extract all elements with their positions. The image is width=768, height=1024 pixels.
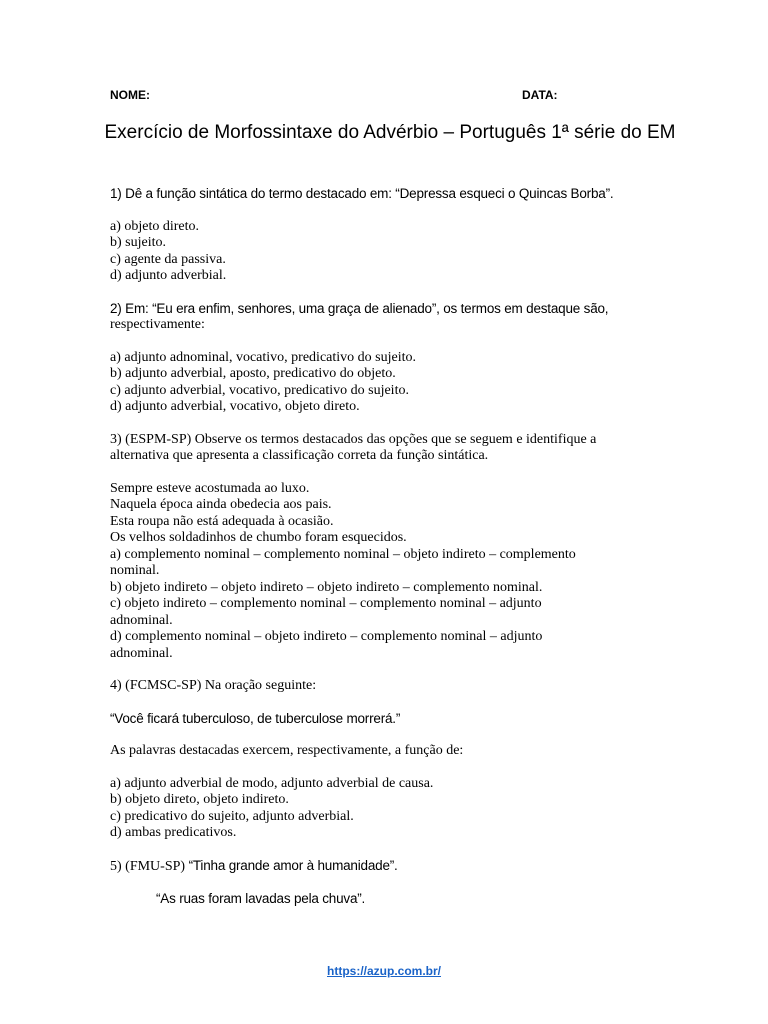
q2-option-d: d) adjunto adverbial, vocativo, objeto direto. (110, 399, 360, 414)
q3-option-c-cont: adnominal. (110, 612, 173, 628)
q4-option-a: a) adjunto adverbial de modo, adjunto adverbial de causa. (110, 775, 434, 791)
q3-option-b: b) objeto indireto – objeto indireto – objeto indireto – complemento nominal. (110, 579, 543, 595)
q1-option-c: c) agente da passiva. (110, 251, 226, 267)
q4-prompt: As palavras destacadas exercem, respectivamente, a função de: (110, 743, 464, 758)
q5-stem-quote: “Tinha grande amor à humanidade”. (188, 857, 398, 873)
q4-option-b: b) objeto direto, objeto indireto. (110, 792, 289, 807)
q3-option-a: a) complemento nominal – complemento nominal – objeto indireto – complemento (110, 546, 576, 562)
q4-stem: 4) (FCMSC-SP) Na oração seguinte: (110, 678, 317, 693)
q3-sentence-4: Os velhos soldadinhos de chumbo foram esquecidos. (110, 530, 407, 545)
page-title: Exercício de Morfossintaxe do Advérbio – Português 1ª série do EM (104, 122, 676, 143)
q2-stem-line1: 2) Em: “Eu era enfim, senhores, uma graça de alienado”, os termos em destaque são, (110, 300, 609, 316)
q5-stem-prefix: 5) (FMU-SP) (110, 858, 189, 874)
q4-quote: “Você ficará tuberculoso, de tuberculose morrerá.” (110, 710, 401, 726)
q3-stem-line2: alternativa que apresenta a classificação correta da função sintática. (110, 448, 489, 463)
q2-option-b: b) adjunto adverbial, aposto, predicativo do objeto. (110, 366, 396, 381)
q5-stem (110, 858, 655, 876)
q3-option-a-cont: nominal. (110, 563, 160, 578)
q4-option-c: c) predicativo do sujeito, adjunto adverbial. (110, 808, 354, 824)
q1-option-b: b) sujeito. (110, 235, 166, 250)
footer-link[interactable]: https://azup.com.br/ (327, 964, 441, 978)
q1-option-d: d) adjunto adverbial. (110, 268, 227, 283)
q1-option-a: a) objeto direto. (110, 218, 200, 234)
q2-stem-line2: respectivamente: (110, 317, 205, 332)
q3-sentence-1: Sempre esteve acostumada ao luxo. (110, 480, 310, 496)
q1-stem: 1) Dê a função sintática do termo destacado em: “Depressa esqueci o Quincas Borba”. (110, 186, 614, 201)
q2-option-c: c) adjunto adverbial, vocativo, predicativo do sujeito. (110, 382, 409, 398)
q5-quote2: “As ruas foram lavadas pela chuva”. (156, 891, 366, 906)
q4-option-d: d) ambas predicativos. (110, 825, 237, 840)
q2-option-a: a) adjunto adnominal, vocativo, predicativo do sujeito. (110, 349, 416, 365)
q3-option-c: c) objeto indireto – complemento nominal – complemento nominal – adjunto (110, 596, 542, 611)
q3-sentence-3: Esta roupa não está adequada à ocasião. (110, 513, 334, 529)
document-body (110, 186, 655, 908)
date-label: DATA: (522, 88, 558, 102)
q3-option-d: d) complemento nominal – objeto indireto – complemento nominal – adjunto (110, 629, 543, 644)
name-label: NOME: (110, 88, 150, 102)
q3-option-d-cont: adnominal. (110, 645, 173, 661)
q3-sentence-2: Naquela época ainda obedecia aos pais. (110, 497, 332, 512)
q3-stem-line1: 3) (ESPM-SP) Observe os termos destacados das opções que se seguem e identifique a (110, 431, 597, 447)
